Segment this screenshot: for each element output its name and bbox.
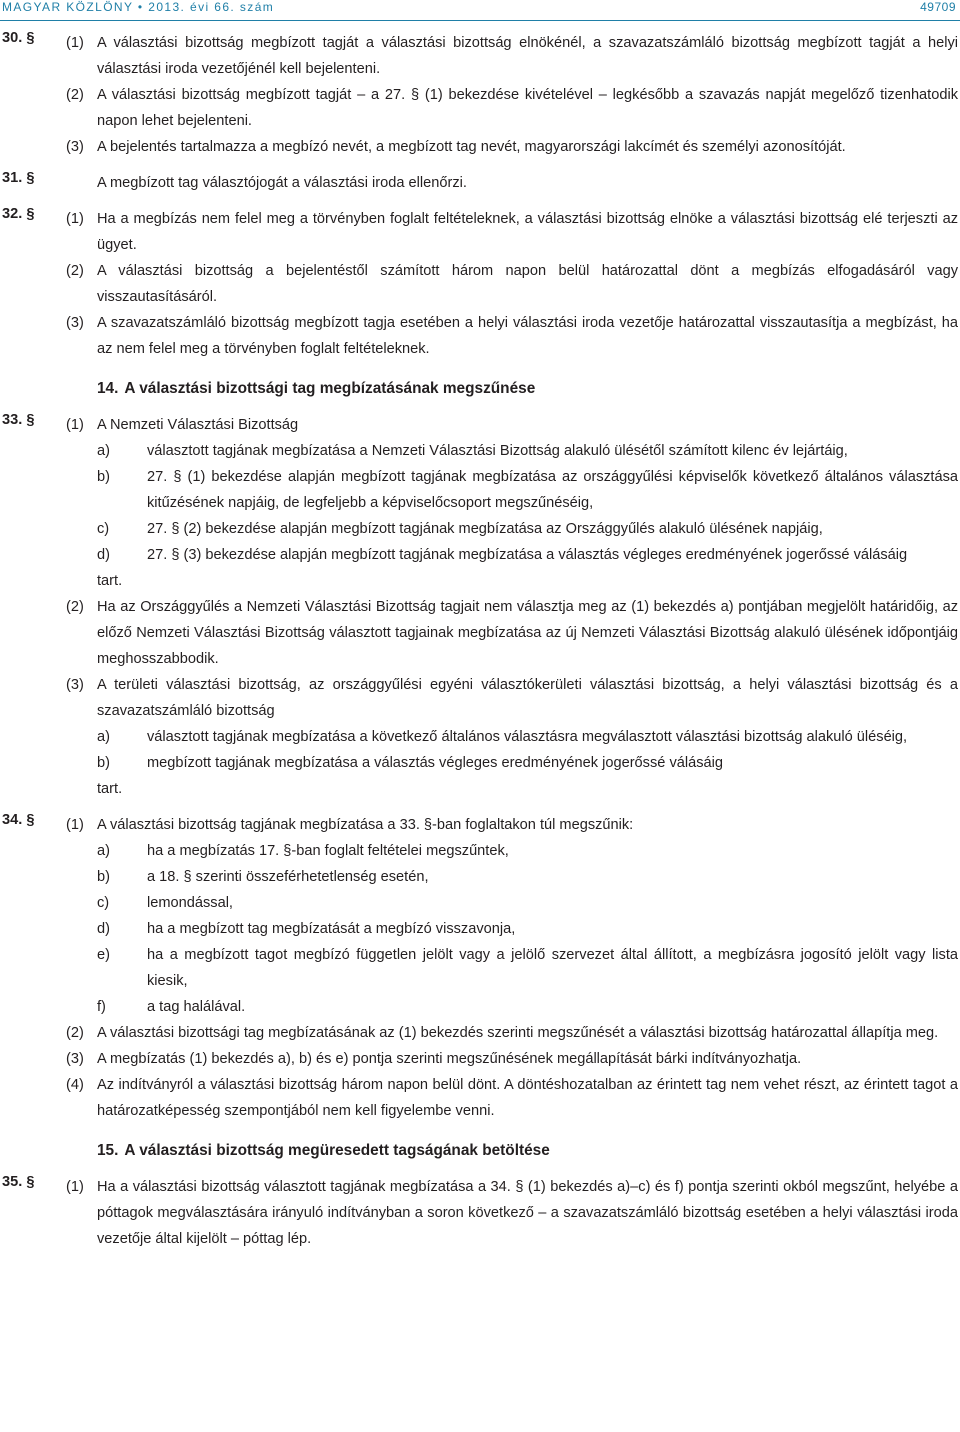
paragraph xyxy=(0,412,960,438)
paragraph-number: (3) xyxy=(66,139,84,155)
heading-title: A választási bizottsági tag megbízatásának megszűnése xyxy=(124,380,536,397)
item-text: a tag halálával. xyxy=(147,999,246,1015)
paragraph-number: (1) xyxy=(66,817,84,833)
paragraph-text: A bejelentés tartalmazza a megbízó nevét, a megbízott tag nevét, magyarországi lakcímét és személyi azonosítóját. xyxy=(97,139,846,155)
paragraph xyxy=(0,1174,960,1252)
paragraph xyxy=(0,30,960,82)
item-text: választott tagjának megbízatása a Nemzeti Választási Bizottság alakuló ülésétől számított kilenc év lejártáig, xyxy=(147,443,848,459)
paragraph-number: (2) xyxy=(66,87,84,103)
list-item xyxy=(0,864,960,890)
list-item xyxy=(0,942,960,994)
section-35 xyxy=(0,1174,960,1252)
section-33 xyxy=(0,412,960,802)
chapter-heading xyxy=(0,1138,960,1164)
item-label: d) xyxy=(97,547,110,563)
item-text: ha a megbízatás 17. §-ban foglalt feltételei megszűntek, xyxy=(147,843,509,859)
page-number: 49709 xyxy=(920,0,956,14)
section-32 xyxy=(0,206,960,362)
header-rule xyxy=(0,20,960,21)
page-header xyxy=(0,0,960,26)
paragraph-number: (1) xyxy=(66,211,84,227)
paragraph-text: Ha a választási bizottság választott tagjának megbízatása a 34. § (1) bekezdés a)–c) és f) pontja szerinti okból megszűnt, helyébe a póttagok megválasztására irányuló indítványban a soron következő – a szavazatszámláló bizottság esetében a helyi választási iroda vezetője által kijelölt – póttag lép. xyxy=(97,1179,958,1247)
section-number: 32. § xyxy=(2,206,35,222)
paragraph xyxy=(0,310,960,362)
list-item xyxy=(0,516,960,542)
paragraph xyxy=(0,1072,960,1124)
list-item xyxy=(0,916,960,942)
list-item xyxy=(0,890,960,916)
paragraph xyxy=(0,134,960,160)
paragraph xyxy=(0,1046,960,1072)
item-label: a) xyxy=(97,843,110,859)
paragraph xyxy=(0,82,960,134)
section-number: 33. § xyxy=(2,412,35,428)
paragraph-text: A szavazatszámláló bizottság megbízott tagja esetében a helyi választási iroda vezetője határozattal visszautasítja a megbízást, ha az nem felel meg a törvényben foglalt feltételeknek. xyxy=(97,315,958,357)
section-34 xyxy=(0,812,960,1124)
paragraph-number: (3) xyxy=(66,1051,84,1067)
paragraph-text: A választási bizottság a bejelentéstől számított három napon belül határozattal dönt a megbízás elfogadásáról vagy visszautasításáról. xyxy=(97,263,958,305)
paragraph-text: A Nemzeti Választási Bizottság xyxy=(97,417,299,433)
paragraph-text: A választási bizottság megbízott tagját a választási bizottság elnökénél, a szavazatszámláló bizottság megbízott tagját a helyi választási iroda vezetőjénél kell bejelenteni. xyxy=(97,35,958,77)
section-number: 31. § xyxy=(2,170,35,186)
paragraph-number: (3) xyxy=(66,677,84,693)
paragraph-text: A megbízott tag választójogát a választási iroda ellenőrzi. xyxy=(97,175,467,191)
item-label: b) xyxy=(97,755,110,771)
paragraph xyxy=(0,258,960,310)
list-item xyxy=(0,724,960,750)
paragraph-number: (1) xyxy=(66,417,84,433)
paragraph-text: A választási bizottság tagjának megbízatása a 33. §-ban foglaltakon túl megszűnik: xyxy=(97,817,634,833)
item-text: lemondással, xyxy=(147,895,233,911)
paragraph-number: (1) xyxy=(66,35,84,51)
item-text: 27. § (3) bekezdése alapján megbízott tagjának megbízatása a választás végleges eredményének jogerőssé válásáig xyxy=(147,547,908,563)
paragraph-number: (2) xyxy=(66,263,84,279)
paragraph-number: (1) xyxy=(66,1179,84,1195)
paragraph-text: A választási bizottság megbízott tagját – a 27. § (1) bekezdése kivételével – legkésőbb a szavazás napját megelőző tizenhatodik napon lehet bejelenteni. xyxy=(97,87,958,129)
item-text: ha a megbízott tag megbízatását a megbízó visszavonja, xyxy=(147,921,516,937)
paragraph-number: (4) xyxy=(66,1077,84,1093)
paragraph-text: Ha a megbízás nem felel meg a törvényben foglalt feltételeknek, a választási bizottság elnöke a választási bizottság elé terjeszti az ügyet. xyxy=(97,211,958,253)
list-item xyxy=(0,542,960,568)
item-label: d) xyxy=(97,921,110,937)
paragraph-text: A választási bizottsági tag megbízatásának az (1) bekezdés szerinti megszűnését a választási bizottság határozattal állapítja meg. xyxy=(97,1025,939,1041)
paragraph-text: A megbízatás (1) bekezdés a), b) és e) pontja szerinti megszűnésének megállapítását bárki indítványozhatja. xyxy=(97,1051,802,1067)
paragraph xyxy=(0,672,960,724)
paragraph xyxy=(0,1020,960,1046)
item-label: c) xyxy=(97,521,110,537)
paragraph xyxy=(0,170,960,196)
list-item xyxy=(0,438,960,464)
heading-title: A választási bizottság megüresedett tagságának betöltése xyxy=(124,1142,550,1159)
section-number: 35. § xyxy=(2,1174,35,1190)
item-label: e) xyxy=(97,947,110,963)
item-text: választott tagjának megbízatása a következő általános választásra megválasztott választási bizottság alakuló üléséig, xyxy=(147,729,908,745)
chapter-heading xyxy=(0,376,960,402)
item-label: b) xyxy=(97,869,110,885)
paragraph-number: (2) xyxy=(66,1025,84,1041)
section-number: 30. § xyxy=(2,30,35,46)
list-tail: tart. xyxy=(97,573,123,589)
paragraph-number: (2) xyxy=(66,599,84,615)
item-text: ha a megbízott tagot megbízó független jelölt vagy a jelölő szervezet által állított, a megbízásra jogosító jelölt vagy lista kiesik, xyxy=(147,947,958,989)
paragraph-number: (3) xyxy=(66,315,84,331)
list-item xyxy=(0,464,960,516)
section-31 xyxy=(0,170,960,196)
item-label: c) xyxy=(97,895,110,911)
list-item xyxy=(0,838,960,864)
paragraph-text: Ha az Országgyűlés a Nemzeti Választási Bizottság tagjait nem választja meg az (1) bekezdés a) pontjában megjelölt határidőig, az előző Nemzeti Választási Bizottság választott tagjainak megbízatása az új Nemzeti Választási Bizottság alakuló ülésének időpontjáig meghosszabbodik. xyxy=(97,599,958,667)
heading-number: 14. xyxy=(97,380,119,397)
paragraph xyxy=(0,594,960,672)
paragraph-text: A területi választási bizottság, az országgyűlési egyéni választókerületi választási bizottság, a helyi választási bizottság és a szavazatszámláló bizottság xyxy=(97,677,958,719)
list-tail: tart. xyxy=(97,781,123,797)
heading-number: 15. xyxy=(97,1142,119,1159)
list-item xyxy=(0,750,960,776)
item-text: 27. § (2) bekezdése alapján megbízott tagjának megbízatása az Országgyűlés alakuló ülésének napjáig, xyxy=(147,521,823,537)
item-label: b) xyxy=(97,469,110,485)
document-body xyxy=(0,30,960,1252)
item-label: f) xyxy=(97,999,106,1015)
item-label: a) xyxy=(97,443,110,459)
item-text: 27. § (1) bekezdése alapján megbízott tagjának megbízatása az országgyűlési képviselők következő általános választása kitűzésének napjáig, de legfeljebb a képviselőcsoport megszűnéséig, xyxy=(147,469,958,511)
paragraph-text: Az indítványról a választási bizottság három napon belül dönt. A döntéshozatalban az érintett tag nem vehet részt, az érintett tagot a határozatképesség szempontjából nem kell figyelembe venni. xyxy=(97,1077,958,1119)
section-30 xyxy=(0,30,960,160)
paragraph xyxy=(0,206,960,258)
section-number: 34. § xyxy=(2,812,35,828)
list-item xyxy=(0,994,960,1020)
item-text: megbízott tagjának megbízatása a választás végleges eredményének jogerőssé válásáig xyxy=(147,755,723,771)
journal-title: MAGYAR KÖZLÖNY • 2013. évi 66. szám xyxy=(2,0,275,14)
item-text: a 18. § szerinti összeférhetetlenség esetén, xyxy=(147,869,429,885)
paragraph xyxy=(0,812,960,838)
item-label: a) xyxy=(97,729,110,745)
